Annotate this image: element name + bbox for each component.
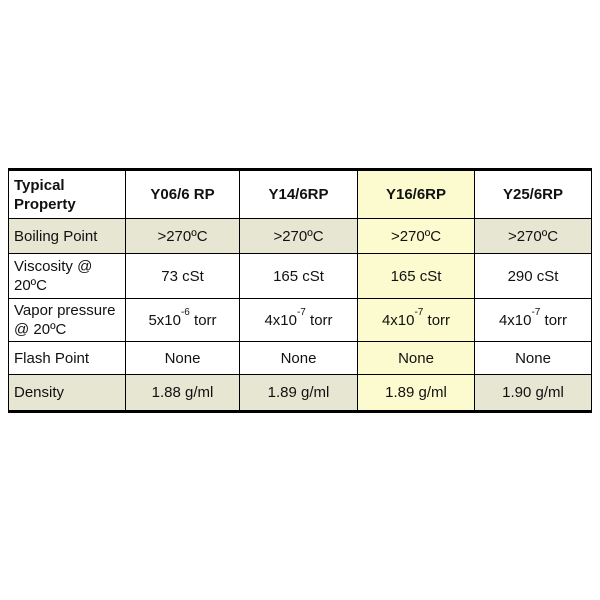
table-cell: $5x10^{-6}$ torr	[126, 299, 240, 342]
row-label: Boiling Point	[9, 219, 126, 254]
header-product-y25: Y25/6RP	[475, 170, 592, 219]
row-label: Density	[9, 375, 126, 412]
table-cell: 290 cSt	[475, 254, 592, 299]
table-cell: $4x10^{-7}$ torr	[358, 299, 475, 342]
table-cell: None	[475, 342, 592, 375]
product-properties-table	[8, 168, 592, 413]
table-row-flash-point	[9, 342, 592, 375]
table-cell: >270ºC	[358, 219, 475, 254]
row-label: Viscosity @ 20ºC	[9, 254, 126, 299]
row-label: Flash Point	[9, 342, 126, 375]
table-row-boiling-point	[9, 219, 592, 254]
table-cell: 165 cSt	[240, 254, 358, 299]
table-cell: >270ºC	[240, 219, 358, 254]
table-cell: $4x10^{-7}$ torr	[475, 299, 592, 342]
header-product-y14: Y14/6RP	[240, 170, 358, 219]
table-row-vapor-pressure	[9, 299, 592, 342]
table-cell: >270ºC	[126, 219, 240, 254]
table-cell: None	[358, 342, 475, 375]
header-product-y16: Y16/6RP	[358, 170, 475, 219]
table-cell: 165 cSt	[358, 254, 475, 299]
table-cell: >270ºC	[475, 219, 592, 254]
table-cell: 1.89 g/ml	[240, 375, 358, 412]
table-cell: None	[126, 342, 240, 375]
table-cell: $4x10^{-7}$ torr	[240, 299, 358, 342]
header-typical-property: Typical Property	[9, 170, 126, 219]
header-row	[9, 170, 592, 219]
row-label: Vapor pressure @ 20ºC	[9, 299, 126, 342]
table-row-density	[9, 375, 592, 412]
table-cell: 1.88 g/ml	[126, 375, 240, 412]
table-row-viscosity	[9, 254, 592, 299]
table-cell: 73 cSt	[126, 254, 240, 299]
header-product-y06: Y06/6 RP	[126, 170, 240, 219]
table-cell: 1.89 g/ml	[358, 375, 475, 412]
table-cell: None	[240, 342, 358, 375]
table-cell: 1.90 g/ml	[475, 375, 592, 412]
